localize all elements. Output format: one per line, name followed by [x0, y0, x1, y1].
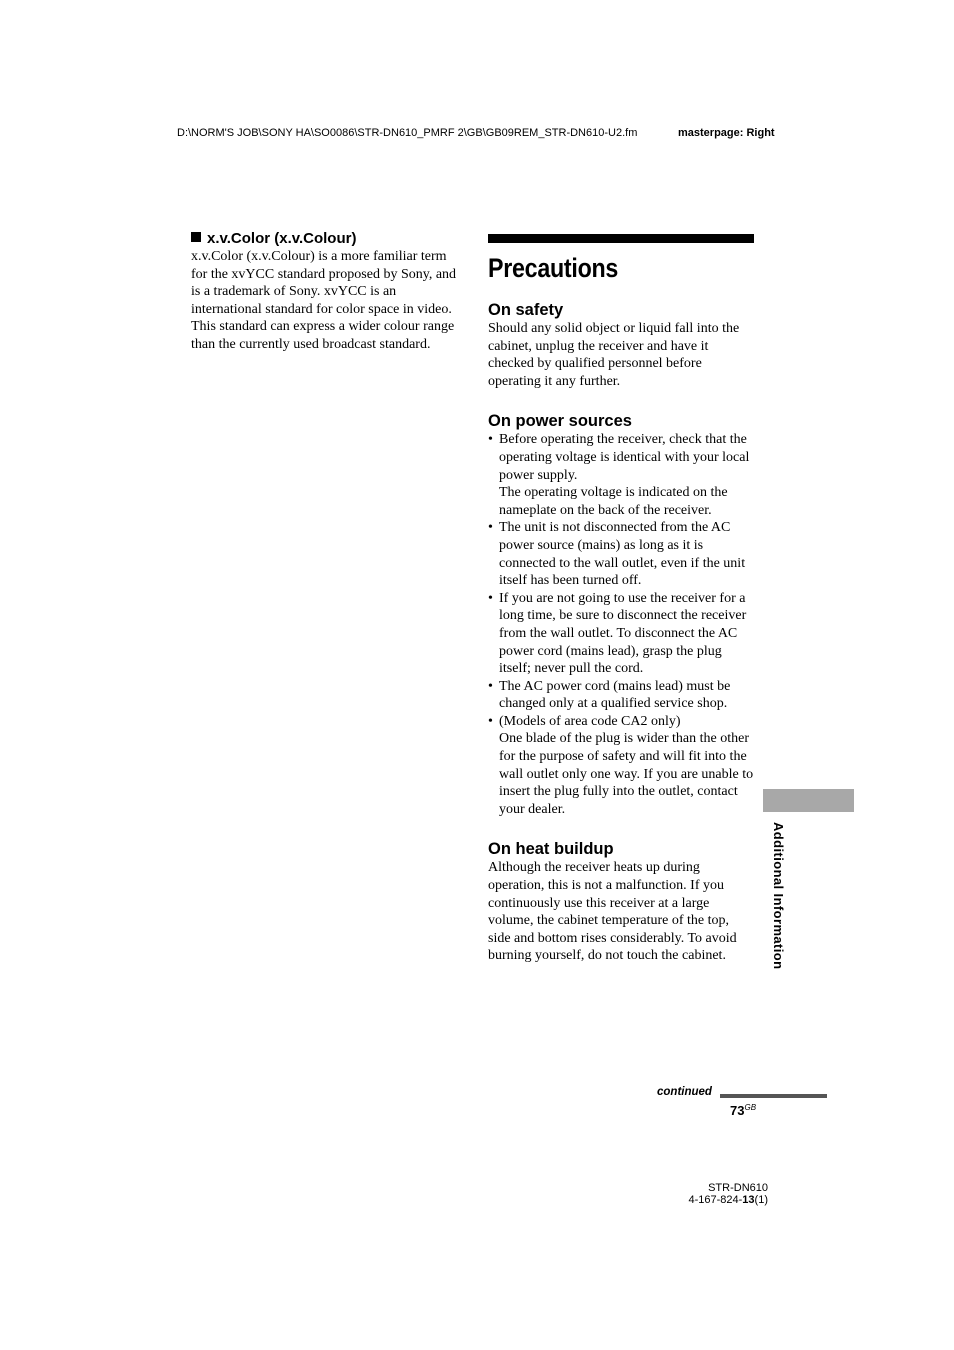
list-item — [488, 678, 754, 713]
list-item — [488, 590, 754, 678]
power-bullet-4: The AC power cord (mains lead) must be changed only at a qualified service shop. — [499, 678, 731, 712]
safety-heading: On safety — [488, 301, 564, 319]
side-label-text: Additional Information — [771, 822, 786, 970]
page-number — [730, 1103, 756, 1118]
power-bullet-1-note: The operating voltage is indicated on the nameplate on the back of the receiver. — [499, 485, 728, 518]
page-suffix: GB — [744, 1103, 757, 1112]
page-title: Precautions — [488, 253, 619, 283]
title-rule — [488, 234, 754, 243]
file-path: D:\NORM'S JOB\SONY HA\SO0086\STR-DN610_PMRF 2\GB\GB09REM_STR-DN610-U2.fm — [177, 127, 638, 139]
section-tab-marker — [763, 789, 854, 812]
power-bullet-1: Before operating the receiver, check that the operating voltage is identical with your local power supply. — [499, 432, 750, 483]
xvcolor-heading — [191, 230, 463, 248]
part-bold: 13 — [742, 1194, 755, 1206]
xvcolor-body: x.v.Color (x.v.Colour) is a more familiar term for the xvYCC standard proposed by Sony, and is a trademark of Sony. xvYCC is an international standard for color space in video. This standard can express a wider colour range than the currently used broadcast standard. — [191, 249, 457, 352]
section-power — [488, 412, 754, 818]
part-number — [640, 1194, 768, 1206]
square-bullet-icon — [191, 232, 201, 242]
part-suffix: (1) — [754, 1194, 768, 1206]
masterpage-label: masterpage: Right — [678, 127, 775, 139]
xvcolor-heading-text: x.v.Color (x.v.Colour) — [207, 230, 357, 247]
heat-body: Although the receiver heats up during operation, this is not a malfunction. If you continuously use this receiver at a large volume, the cabinet temperature of the top, side and bottom rises considerably. To avoid burning yourself, do not touch the cabinet. — [488, 860, 737, 964]
power-bullet-list — [488, 431, 754, 818]
page-number-value: 73 — [730, 1103, 745, 1118]
power-bullet-5: (Models of area code CA2 only) — [499, 713, 681, 729]
safety-body: Should any solid object or liquid fall into the cabinet, unplug the receiver and have it checked by qualified personnel before operating it any further. — [488, 321, 740, 389]
continued-rule — [720, 1094, 827, 1098]
power-bullet-5-note: One blade of the plug is wider than the other for the purpose of safety and will fit into the wall outlet only one way. If you are unable to insert the plug fully into the outlet, contact your dealer. — [499, 731, 754, 817]
power-bullet-3: If you are not going to use the receiver for a long time, be sure to disconnect the receiver from the wall outlet. To disconnect the AC power cord (mains lead), grasp the plug itself; never pull the cord. — [499, 590, 747, 677]
power-heading: On power sources — [488, 412, 632, 431]
section-heat — [488, 840, 754, 965]
left-column — [191, 230, 463, 354]
list-item — [488, 519, 754, 589]
heat-heading: On heat buildup — [488, 840, 614, 859]
power-bullet-2: The unit is not disconnected from the AC power source (mains) as long as it is connected to the wall outlet, even if the unit itself has been turned off. — [499, 520, 746, 589]
list-item — [488, 713, 754, 819]
list-item — [488, 431, 754, 519]
model-number: STR-DN610 — [708, 1182, 768, 1194]
continued-label: continued — [657, 1086, 712, 1098]
side-section-label — [771, 822, 791, 982]
right-column — [488, 234, 754, 965]
part-prefix: 4-167-824- — [688, 1194, 743, 1206]
section-safety — [488, 301, 754, 390]
